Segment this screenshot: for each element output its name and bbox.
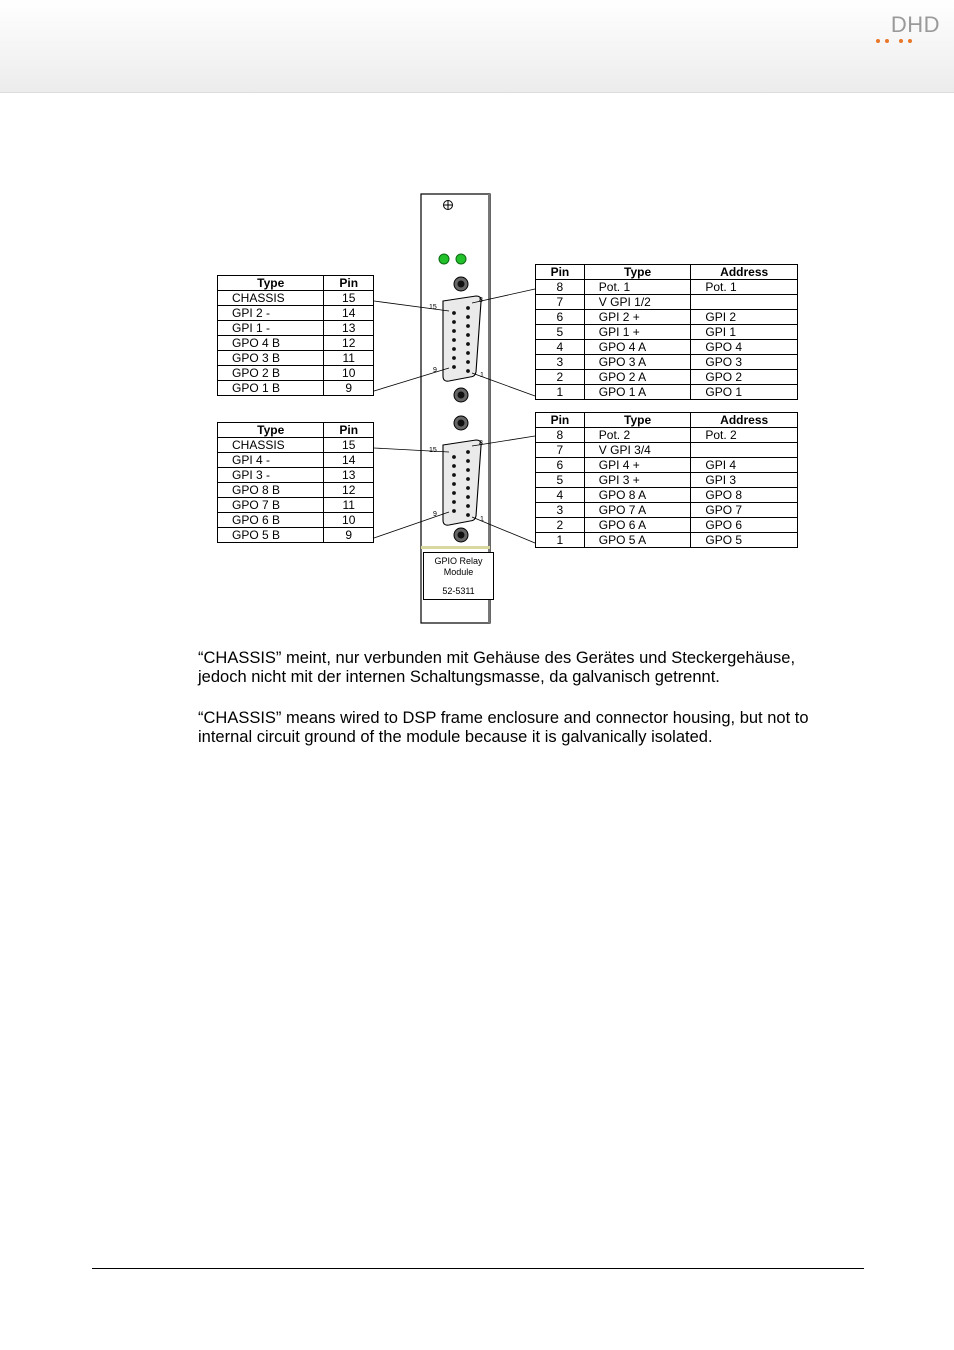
type-cell: Pot. 1 bbox=[584, 280, 691, 295]
pin-cell: 3 bbox=[536, 503, 585, 518]
type-cell: GPI 1 - bbox=[218, 321, 324, 336]
type-cell: GPO 7 B bbox=[218, 498, 324, 513]
pin-cell: 6 bbox=[536, 458, 585, 473]
left-pin-table-1 bbox=[217, 275, 374, 396]
pin-number-label: 1 bbox=[480, 372, 484, 379]
type-cell: GPI 1 + bbox=[584, 325, 691, 340]
table-row bbox=[218, 528, 374, 543]
type-cell: V GPI 1/2 bbox=[584, 295, 691, 310]
type-cell: GPI 3 - bbox=[218, 468, 324, 483]
pin-number-label: 8 bbox=[479, 297, 483, 304]
led-2-icon bbox=[456, 254, 466, 264]
type-cell: CHASSIS bbox=[218, 291, 324, 306]
right-pin-table-2 bbox=[535, 412, 798, 548]
pin-cell: 12 bbox=[324, 336, 374, 351]
address-cell: GPI 4 bbox=[691, 458, 798, 473]
pin-cell: 5 bbox=[536, 325, 585, 340]
column-header: Pin bbox=[324, 276, 374, 291]
pin-cell: 13 bbox=[324, 321, 374, 336]
pin-cell: 8 bbox=[536, 428, 585, 443]
type-cell: GPO 6 A bbox=[584, 518, 691, 533]
pin-number-label: 8 bbox=[479, 440, 483, 447]
logo-text: DHD bbox=[890, 12, 940, 37]
table-row bbox=[218, 513, 374, 528]
pin-cell: 15 bbox=[324, 438, 374, 453]
pin-cell: 9 bbox=[324, 381, 374, 396]
type-cell: V GPI 3/4 bbox=[584, 443, 691, 458]
table-row bbox=[536, 428, 798, 443]
table-row bbox=[218, 483, 374, 498]
table-row bbox=[536, 340, 798, 355]
table-row bbox=[218, 291, 374, 306]
table-row bbox=[536, 533, 798, 548]
pin-cell: 1 bbox=[536, 385, 585, 400]
table-row bbox=[536, 370, 798, 385]
table-row bbox=[536, 295, 798, 310]
type-cell: GPO 5 B bbox=[218, 528, 324, 543]
table-row bbox=[218, 453, 374, 468]
address-cell bbox=[691, 295, 798, 310]
column-header: Pin bbox=[536, 265, 585, 280]
type-cell: GPO 1 B bbox=[218, 381, 324, 396]
table-header-row bbox=[536, 413, 798, 428]
table-row bbox=[536, 473, 798, 488]
module-label-line2: Module bbox=[443, 567, 474, 577]
table-row bbox=[536, 503, 798, 518]
table-header-row bbox=[536, 265, 798, 280]
screw-icon bbox=[444, 201, 453, 210]
type-cell: GPI 2 - bbox=[218, 306, 324, 321]
pin-number-label: 9 bbox=[433, 367, 437, 374]
type-cell: GPO 4 A bbox=[584, 340, 691, 355]
address-cell: Pot. 2 bbox=[691, 428, 798, 443]
table-row bbox=[536, 280, 798, 295]
address-cell: GPO 4 bbox=[691, 340, 798, 355]
note-english: “CHASSIS” means wired to DSP frame enclosure and connector housing, but not to internal circuit ground of the module because it is galvanically isolated. bbox=[198, 709, 809, 746]
address-cell: GPO 6 bbox=[691, 518, 798, 533]
pin-cell: 8 bbox=[536, 280, 585, 295]
pin-cell: 3 bbox=[536, 355, 585, 370]
pin-cell: 11 bbox=[324, 351, 374, 366]
type-cell: GPO 3 B bbox=[218, 351, 324, 366]
address-cell: GPI 1 bbox=[691, 325, 798, 340]
pin-cell: 14 bbox=[324, 306, 374, 321]
led-1-icon bbox=[439, 254, 449, 264]
table-row bbox=[536, 458, 798, 473]
pin-cell: 9 bbox=[324, 528, 374, 543]
column-header: Pin bbox=[536, 413, 585, 428]
table-row bbox=[536, 310, 798, 325]
address-cell: GPO 7 bbox=[691, 503, 798, 518]
table-row bbox=[536, 518, 798, 533]
pin-cell: 10 bbox=[324, 513, 374, 528]
pin-number-label: 15 bbox=[429, 447, 437, 454]
pin-cell: 11 bbox=[324, 498, 374, 513]
right-pin-table-1 bbox=[535, 264, 798, 400]
pin-cell: 1 bbox=[536, 533, 585, 548]
address-cell: GPO 1 bbox=[691, 385, 798, 400]
table-row bbox=[218, 351, 374, 366]
type-cell: GPO 2 A bbox=[584, 370, 691, 385]
table-row bbox=[536, 443, 798, 458]
gpio-module-diagram bbox=[0, 0, 954, 640]
table-header-row bbox=[218, 276, 374, 291]
type-cell: GPI 4 - bbox=[218, 453, 324, 468]
type-cell: CHASSIS bbox=[218, 438, 324, 453]
column-header: Address bbox=[691, 413, 798, 428]
pin-cell: 15 bbox=[324, 291, 374, 306]
type-cell: GPO 4 B bbox=[218, 336, 324, 351]
pin-cell: 4 bbox=[536, 488, 585, 503]
pin-cell: 2 bbox=[536, 370, 585, 385]
pin-cell: 7 bbox=[536, 295, 585, 310]
type-cell: GPO 6 B bbox=[218, 513, 324, 528]
type-cell: GPI 2 + bbox=[584, 310, 691, 325]
column-header: Type bbox=[584, 265, 691, 280]
type-cell: GPO 8 A bbox=[584, 488, 691, 503]
table-header-row bbox=[218, 423, 374, 438]
pin-cell: 6 bbox=[536, 310, 585, 325]
address-cell: Pot. 1 bbox=[691, 280, 798, 295]
module-label-part-number: 52-5311 bbox=[442, 586, 475, 596]
type-cell: GPO 2 B bbox=[218, 366, 324, 381]
left-pin-table-2 bbox=[217, 422, 374, 543]
type-cell: GPI 4 + bbox=[584, 458, 691, 473]
pin-cell: 2 bbox=[536, 518, 585, 533]
address-cell: GPI 2 bbox=[691, 310, 798, 325]
table-row bbox=[536, 355, 798, 370]
pin-cell: 12 bbox=[324, 483, 374, 498]
table-row bbox=[536, 325, 798, 340]
table-row bbox=[218, 306, 374, 321]
type-cell: GPO 7 A bbox=[584, 503, 691, 518]
table-row bbox=[218, 336, 374, 351]
type-cell: GPI 3 + bbox=[584, 473, 691, 488]
module-label bbox=[423, 552, 494, 600]
address-cell: GPO 3 bbox=[691, 355, 798, 370]
address-cell: GPI 3 bbox=[691, 473, 798, 488]
table-row bbox=[218, 321, 374, 336]
pin-cell: 10 bbox=[324, 366, 374, 381]
pin-cell: 5 bbox=[536, 473, 585, 488]
address-cell: GPO 2 bbox=[691, 370, 798, 385]
type-cell: GPO 5 A bbox=[584, 533, 691, 548]
table-row bbox=[218, 381, 374, 396]
table-row bbox=[536, 488, 798, 503]
table-row bbox=[536, 385, 798, 400]
pin-number-label: 1 bbox=[480, 516, 484, 523]
type-cell: GPO 3 A bbox=[584, 355, 691, 370]
type-cell: Pot. 2 bbox=[584, 428, 691, 443]
column-header: Type bbox=[584, 413, 691, 428]
address-cell: GPO 8 bbox=[691, 488, 798, 503]
type-cell: GPO 1 A bbox=[584, 385, 691, 400]
pin-cell: 4 bbox=[536, 340, 585, 355]
module-label-line1: GPIO Relay bbox=[434, 556, 483, 566]
column-header: Address bbox=[691, 265, 798, 280]
note-german: “CHASSIS” meint, nur verbunden mit Gehäuse des Gerätes und Steckergehäuse, jedoch nicht mit der internen Schaltungsmasse, da galvanisch getrennt. bbox=[198, 649, 796, 686]
column-header: Pin bbox=[324, 423, 374, 438]
pin-cell: 13 bbox=[324, 468, 374, 483]
address-cell: GPO 5 bbox=[691, 533, 798, 548]
column-header: Type bbox=[218, 423, 324, 438]
column-header: Type bbox=[218, 276, 324, 291]
footer-divider bbox=[92, 1268, 864, 1269]
table-row bbox=[218, 438, 374, 453]
table-row bbox=[218, 498, 374, 513]
address-cell bbox=[691, 443, 798, 458]
table-row bbox=[218, 468, 374, 483]
pin-cell: 7 bbox=[536, 443, 585, 458]
pin-cell: 14 bbox=[324, 453, 374, 468]
table-row bbox=[218, 366, 374, 381]
type-cell: GPO 8 B bbox=[218, 483, 324, 498]
pin-number-label: 9 bbox=[433, 511, 437, 518]
pin-number-label: 15 bbox=[429, 304, 437, 311]
